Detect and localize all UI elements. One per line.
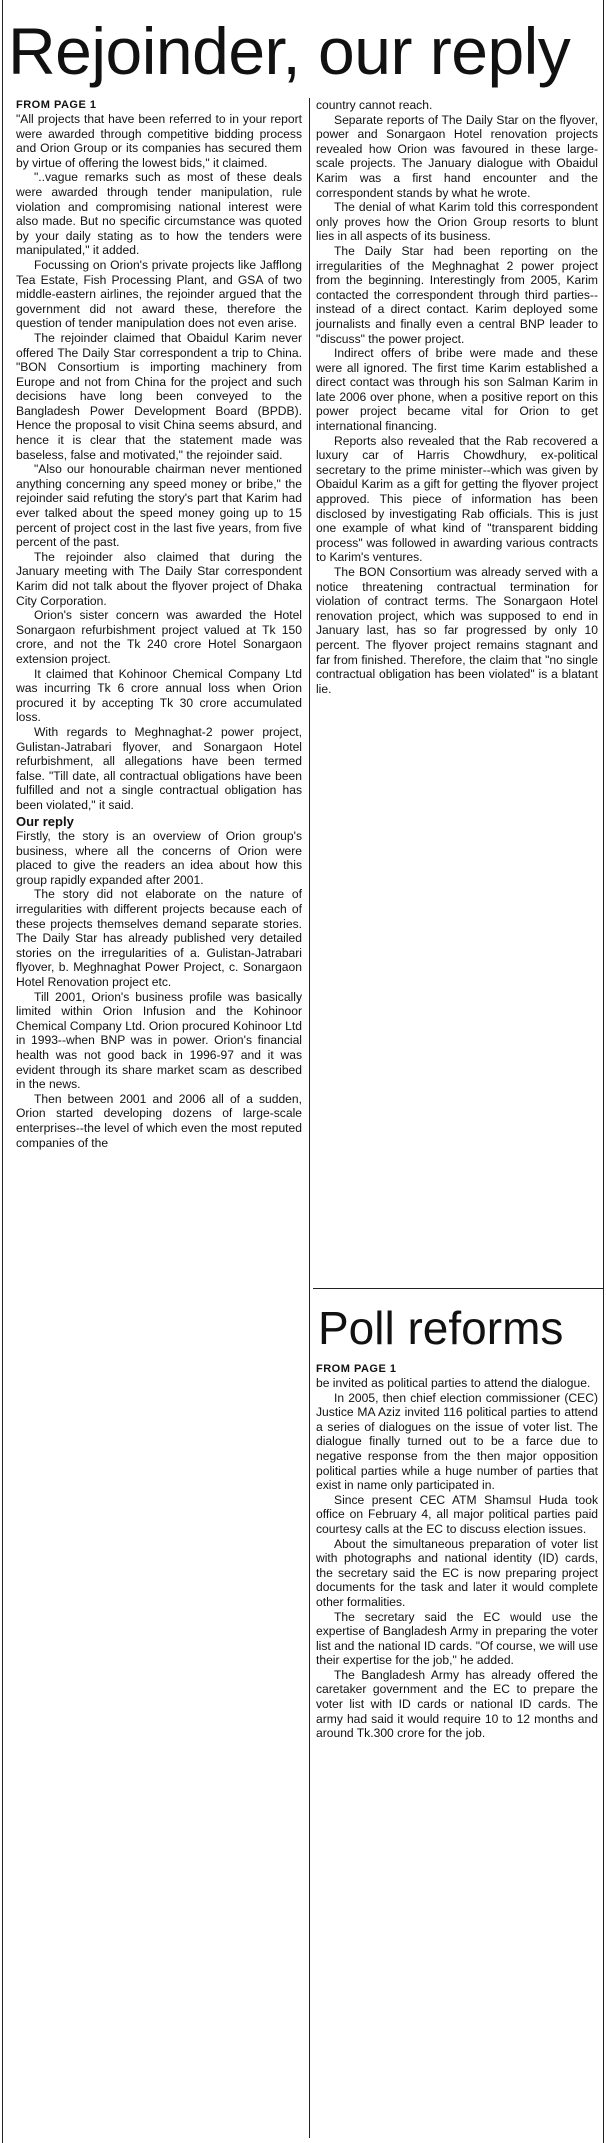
- column-divider: [309, 98, 310, 2138]
- article-paragraph: The Bangladesh Army has already offered the caretaker government and the EC to prepare the voter list with ID cards or national ID cards. The army had said it would require 10 to 12 months and around Tk.300 crore for the job.: [316, 1667, 598, 1741]
- article-kicker: FROM PAGE 1: [316, 1363, 397, 1375]
- article-paragraph: "All projects that have been referred to in your report were awarded through competitive bidding process and Orion Group or its companies has secured them by virtue of offering the lowest bids," it claimed.: [16, 112, 302, 170]
- article-paragraph: The BON Consortium was already served with a notice threatening contractual termination for violation of contract terms. The Sonargaon Hotel renovation project, which was supposed to end in January last, has so far progressed by only 10 percent. The flyover project remains stagnant and far from finished. Therefore, the claim that "no single contractual obligation has been violated" is a blatant lie.: [316, 565, 598, 696]
- article-paragraph: In 2005, then chief election commissioner (CEC) Justice MA Aziz invited 116 political parties to attend a series of dialogues on the issue of voter list. The dialogue finally turned out to be a farce due to negative response from the then major opposition political parties while a huge number of parties that exist in name only participated in.: [316, 1390, 598, 1493]
- article-paragraph: About the simultaneous preparation of voter list with photographs and national identity (ID) cards, the secretary said the EC is now preparing project documents for the task and later it would complete other formalities.: [316, 1536, 598, 1609]
- article-column-left: [16, 98, 302, 1150]
- page-border-left: [2, 0, 3, 2143]
- article-paragraph: Orion's sister concern was awarded the Hotel Sonargaon refurbishment project valued at Tk 150 crore, and not the Tk 240 crore Hotel Sonargaon extension project.: [16, 608, 302, 666]
- article-headline-rejoinder: Rejoinder, our reply: [8, 14, 571, 88]
- article-divider: [313, 1288, 603, 1289]
- article-paragraph: Separate reports of The Daily Star on the flyover, power and Sonargaon Hotel renovation projects revealed how Orion was favoured in these large-scale projects. The January dialogue with Obaidul Karim was a first hand encounter and the correspondent stands by what he wrote.: [316, 112, 598, 200]
- article-paragraph: The story did not elaborate on the nature of irregularities with different projects because each of these projects themselves demand separate stories. The Daily Star has already published very detailed stories on the irregularities of a. Gulistan-Jatrabari flyover, b. Meghnaghat Power Project, c. Sonargaon Hotel Renovation project etc.: [16, 887, 302, 990]
- article-column-right: [316, 98, 598, 696]
- page-border-right: [603, 0, 604, 2143]
- article-paragraph: Reports also revealed that the Rab recovered a luxury car of Harris Chowdhury, ex-political secretary to the prime minister--which was given by Obaidul Karim as a gift for getting the flyover project approved. This piece of information has been disclosed by investigating Rab officials. This is just one example of what kind of "transparent bidding process" was followed in awarding various contracts to Karim's ventures.: [316, 433, 598, 565]
- article-paragraph: Focussing on Orion's private projects like Jafflong Tea Estate, Fish Processing Plant, and GSA of two middle-eastern airlines, the rejoinder argued that the government did not award these, therefore the question of tender manipulation does not even arise.: [16, 257, 302, 331]
- article-paragraph: The Daily Star had been reporting on the irregularities of the Meghnaghat 2 power project from the beginning. Interestingly from 2005, Karim contacted the correspondent through third parties--instead of a direct contact. Karim deployed some journalists and finally even a central BNP leader to "discuss" the power project.: [316, 243, 598, 346]
- article-paragraph: The denial of what Karim told this correspondent only proves how the Orion Group resorts to blunt lies in all aspects of its business.: [316, 200, 598, 244]
- article-paragraph: be invited as political parties to attend the dialogue.: [316, 1376, 591, 1390]
- article-paragraph: The rejoinder also claimed that during the January meeting with The Daily Star correspondent Karim did not talk about the flyover project of Dhaka City Corporation.: [16, 549, 302, 608]
- article-paragraph: Then between 2001 and 2006 all of a sudden, Orion started developing dozens of large-scale enterprises--the level of which even the most reputed companies of the: [16, 1091, 302, 1150]
- poll-reforms-column: [316, 1362, 598, 1741]
- article-paragraph: It claimed that Kohinoor Chemical Company Ltd was incurring Tk 6 crore annual loss when Orion procured it by accepting Tk 30 crore accumulated loss.: [16, 666, 302, 725]
- article-paragraph: country cannot reach.: [316, 98, 433, 112]
- article-headline-poll-reforms: Poll reforms: [318, 1302, 564, 1354]
- article-paragraph: "Also our honourable chairman never mentioned anything concerning any speed money or bribe," the rejoinder said refuting the story's part that Karim had ever talked about the speed money going up to 15 percent of project cost in the last five years, from five percent of the past.: [16, 462, 302, 550]
- article-paragraph: Indirect offers of bribe were made and these were all ignored. The first time Karim established a direct contact was through his son Salman Karim in late 2006 over phone, when a positive report on this power project became vital for Orion to get international financing.: [316, 346, 598, 434]
- article-paragraph: The secretary said the EC would use the expertise of Bangladesh Army in preparing the voter list and the national ID cards. "Of course, we will use their expertise for the job," he added.: [316, 1609, 598, 1668]
- article-subhead-our-reply: Our reply: [16, 813, 74, 829]
- article-kicker: FROM PAGE 1: [16, 99, 97, 111]
- article-paragraph: Till 2001, Orion's business profile was basically limited within Orion Infusion and the Kohinoor Chemical Company Ltd. Orion procured Kohinoor Ltd in 1993--when BNP was in power. Orion's financial health was not good back in 1996-97 and it was evident through its share market scam as described in the news.: [16, 989, 302, 1092]
- article-paragraph: With regards to Meghnaghat-2 power project, Gulistan-Jatrabari flyover, and Sonargaon Hotel refurbishment, all allegations have been termed false. "Till date, all contractual obligations have been fulfilled and not a single contractual obligation has been violated," it said.: [16, 724, 302, 812]
- article-paragraph: The rejoinder claimed that Obaidul Karim never offered The Daily Star correspondent a trip to China. "BON Consortium is importing machinery from Europe and not from China for the project and such decisions have long been conveyed to the Bangladesh Power Development Board (BPDB). Hence the proposal to visit China seems absurd, and hence it is clear that the statement made was baseless, false and motivated," the rejoinder said.: [16, 330, 302, 462]
- article-paragraph: Firstly, the story is an overview of Orion group's business, where all the concerns of Orion were placed to give the readers an idea about how this group rapidly expanded after 2001.: [16, 829, 302, 887]
- article-paragraph: "..vague remarks such as most of these deals were awarded through tender manipulation, rule violation and compromising national interest were also made. But no specific circumstance was quoted by your daily stating as to how the tenders were manipulated," it added.: [16, 170, 302, 258]
- article-paragraph: Since present CEC ATM Shamsul Huda took office on February 4, all major political parties paid courtesy calls at the EC to discuss election issues.: [316, 1492, 598, 1536]
